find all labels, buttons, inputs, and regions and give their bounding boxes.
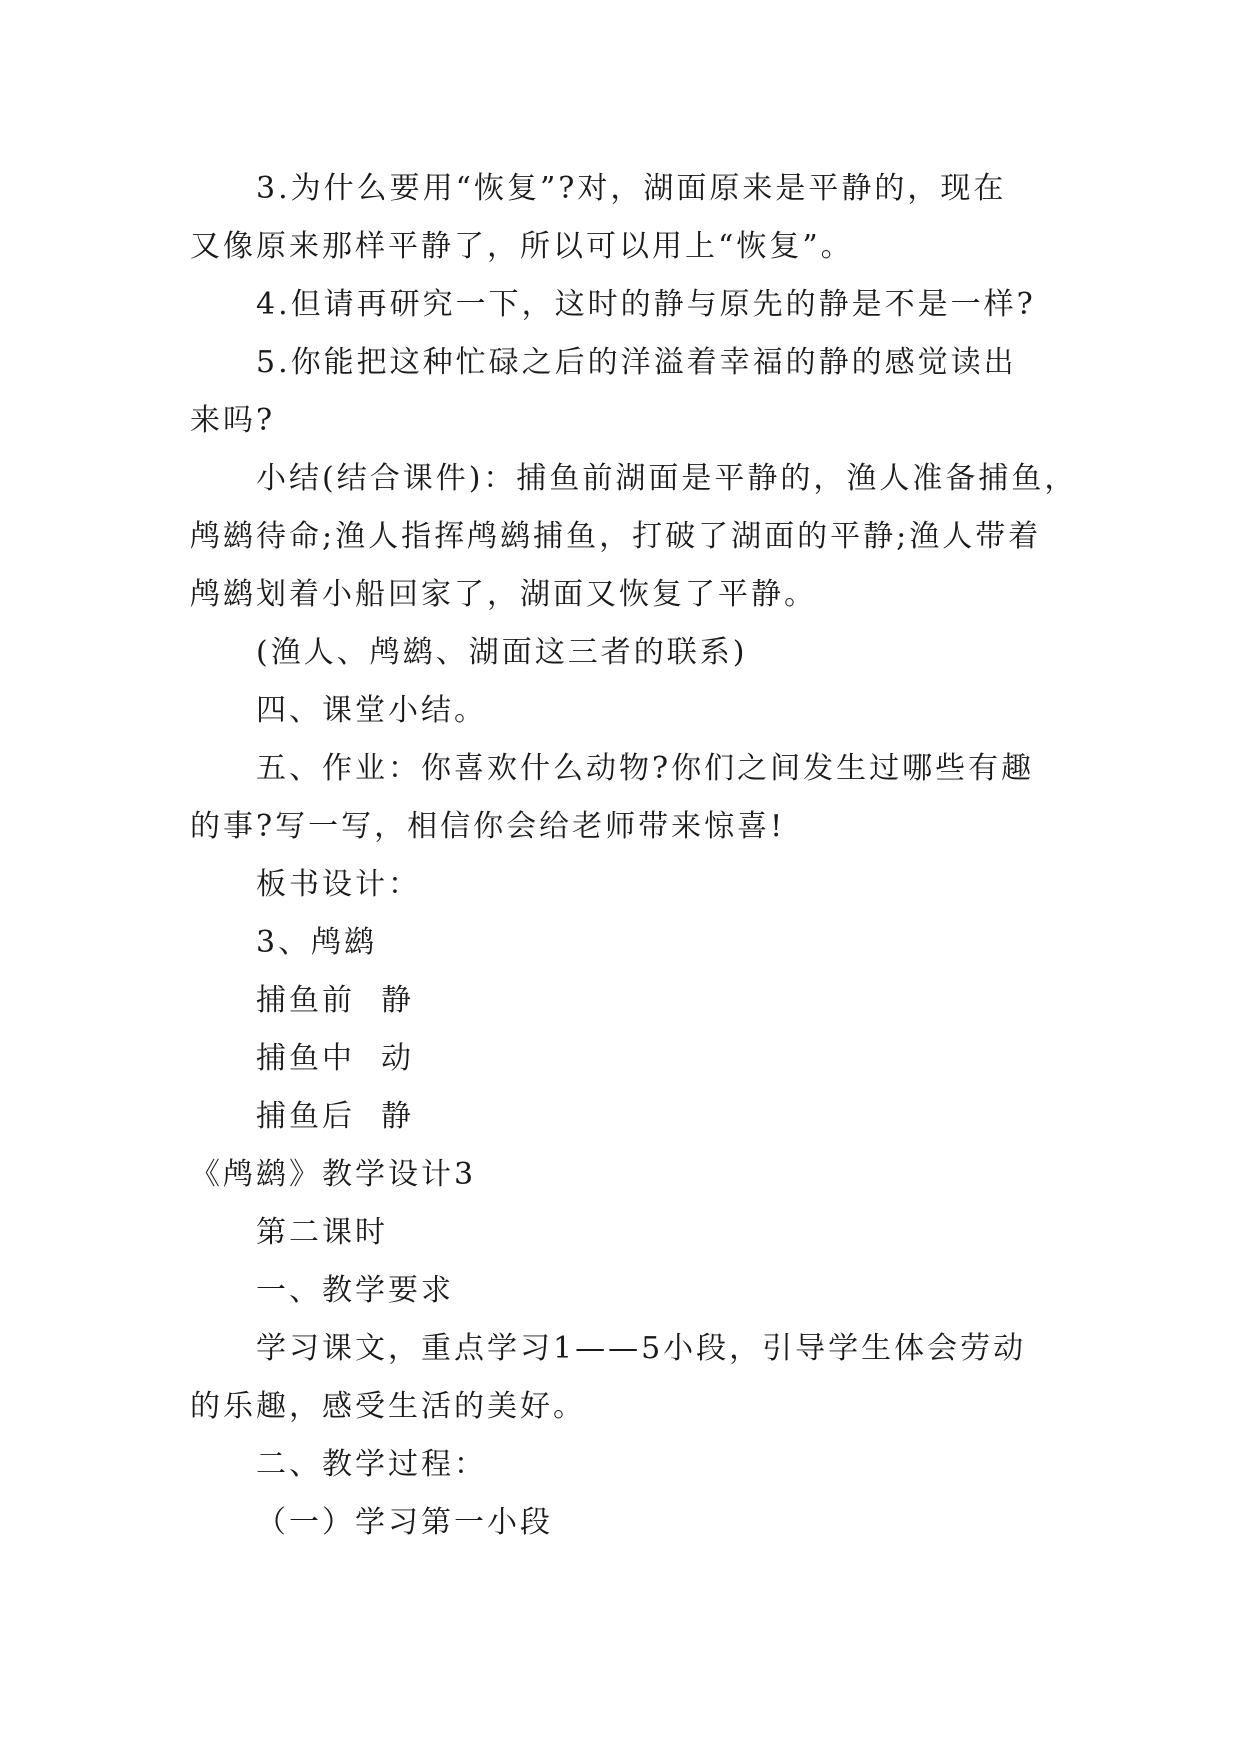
summary-line: 小结(结合课件)：捕鱼前湖面是平静的，渔人准备捕鱼， [256,461,1078,496]
board-state: 动 [381,1041,414,1076]
document-body [190,160,1078,1552]
board-stage: 捕鱼前 [256,983,355,1018]
paragraph-line: (渔人、鸬鹚、湖面这三者的联系) [256,635,748,670]
board-stage: 捕鱼中 [256,1041,355,1076]
board-design-heading: 板书设计： [256,867,421,902]
paragraph-line: 第二课时 [256,1215,388,1250]
summary-line: 鸬鹚划着小船回家了，湖面又恢复了平静。 [190,577,817,612]
homework-line: 五、作业：你喜欢什么动物?你们之间发生过哪些有趣 [256,751,1035,786]
paragraph-line: 又像原来那样平静了，所以可以用上“恢复”。 [190,229,854,264]
paragraph-line: 4.但请再研究一下，这时的静与原先的静是不是一样? [256,287,1036,322]
board-state: 静 [381,983,414,1018]
section-heading: 二、教学过程： [256,1447,487,1482]
board-row [190,1030,1055,1088]
board-row [190,972,1055,1030]
paragraph-line: 的乐趣，感受生活的美好。 [190,1389,586,1424]
section-title: 《鸬鹚》教学设计3 [190,1157,477,1192]
paragraph-line: 5.你能把这种忙碌之后的洋溢着幸福的静的感觉读出 [256,345,1017,380]
board-row [190,1088,1055,1146]
board-state: 静 [381,1099,414,1134]
paragraph-line: 学习课文，重点学习1——5小段，引导学生体会劳动 [256,1331,1027,1366]
paragraph-line: 来吗? [190,403,276,438]
sub-heading: （一）学习第一小段 [256,1505,553,1540]
board-title: 3、鸬鹚 [256,925,378,960]
paragraph-line: 3.为什么要用“恢复”?对，湖面原来是平静的，现在 [256,171,1007,206]
board-stage: 捕鱼后 [256,1099,355,1134]
homework-line: 的事?写一写，相信你会给老师带来惊喜! [190,809,786,844]
summary-line: 鸬鹚待命;渔人指挥鸬鹚捕鱼，打破了湖面的平静;渔人带着 [190,519,1042,554]
section-heading: 四、课堂小结。 [256,693,487,728]
section-heading: 一、教学要求 [256,1273,454,1308]
